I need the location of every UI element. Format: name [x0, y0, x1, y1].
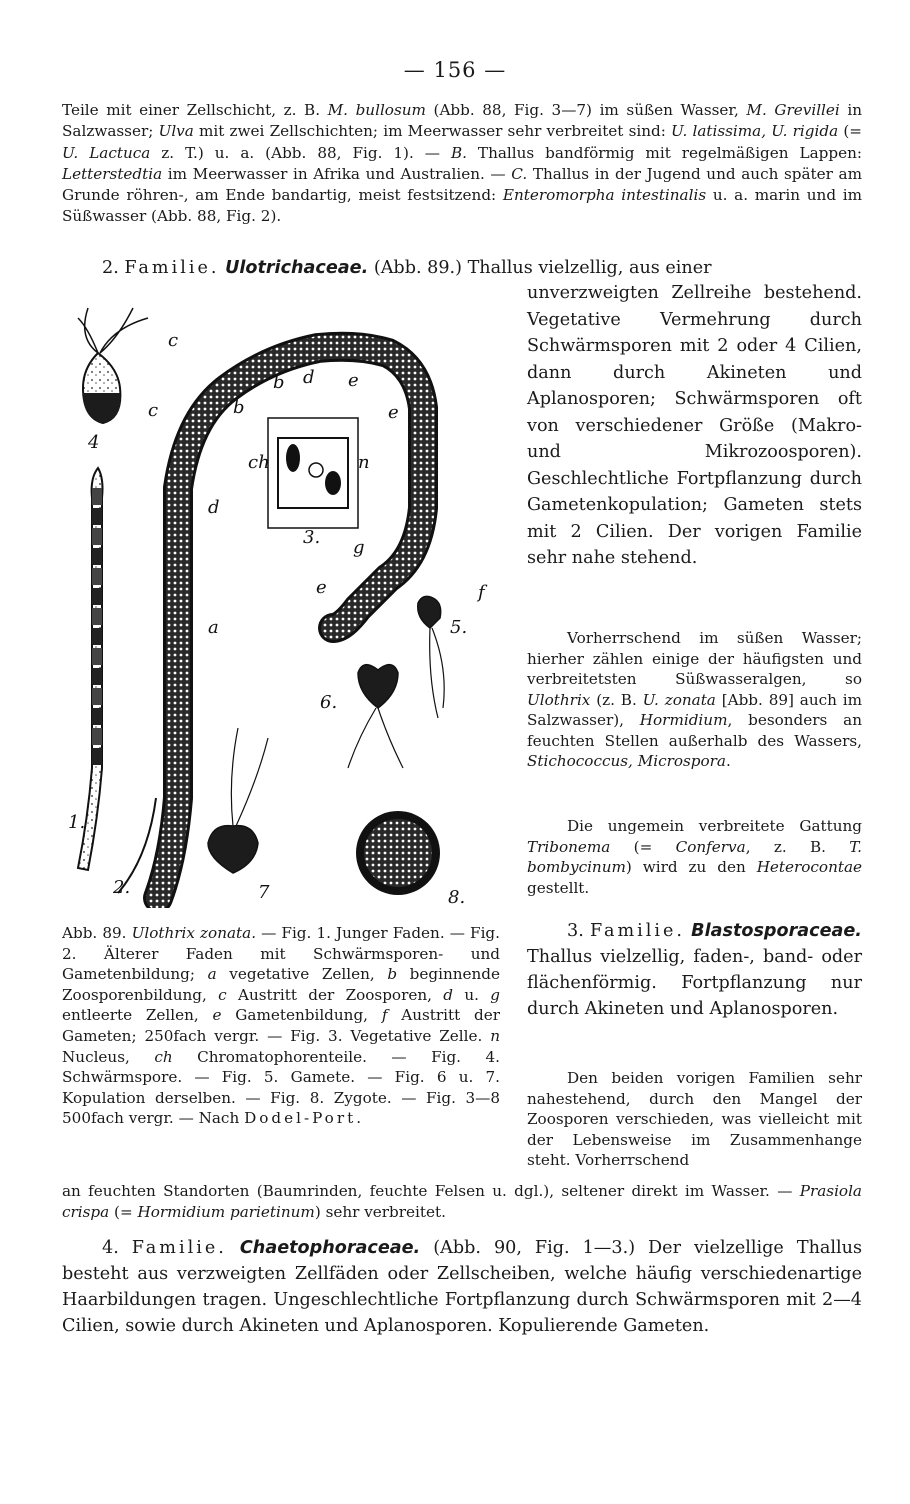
figure-label: n [358, 452, 370, 473]
family-3-note-continued: an feuchten Standorten (Baumrinden, feuchte Felsen u. dgl.), seltener direkt im Wasser. — Prasiola crispa (= Hormidium parietinum) sehr verbreitet. [62, 1182, 862, 1222]
fig-4-swarmspore [78, 308, 148, 423]
family-4: 4. Familie. Chaetophoraceae. (Abb. 90, Fig. 1—3.) Der vielzellige Thallus besteht aus verzweigten Zellfäden oder Zellscheiben, welche häufig verschiedenartige Haarbildungen tragen. Ungeschlechtliche Fortpflanzung durch Schwärmsporen mit 2—4 Cilien, sowie durch Akineten und Aplanosporen. Kopulierende Gameten. [62, 1238, 862, 1336]
figure-label: 2. [113, 877, 131, 898]
fig-1-cell [92, 588, 102, 605]
fig-1-cell [92, 688, 102, 705]
family-2-name: Ulotrichaceae. [225, 258, 369, 278]
figure-label: 1. [68, 812, 86, 833]
figure-label: b [273, 372, 285, 393]
figure-label: ch [248, 452, 270, 473]
fig-1-cell [92, 668, 102, 685]
figure-label: e [388, 402, 399, 423]
figure-label: b [233, 397, 245, 418]
figure-label: 3. [303, 527, 321, 548]
fig-5-gamete [418, 596, 444, 718]
family-3-name: Blastosporaceae. [691, 921, 862, 941]
figure-label: e [348, 370, 359, 391]
figure-label: 5. [450, 617, 468, 638]
figure-label: e [316, 577, 327, 598]
fig-1-cell [92, 748, 102, 765]
fig-1-cell [92, 708, 102, 725]
figure-label: 8. [448, 887, 466, 908]
family-3: 3. Familie. Blastosporaceae. Thallus vielzellig, faden-, band- oder flächenförmig. Fortpflanzung nur durch Akineten und Aplanosporen. [527, 921, 862, 1019]
page-number: — 156 — [403, 58, 507, 82]
fig-1-cell [92, 628, 102, 645]
fig-1-cell [92, 488, 102, 505]
fig-2-older-filament [118, 347, 423, 898]
family-2-note-2: Die ungemein verbreitete Gattung Tribonema (= Conferva, z. B. T. bombycinum) wird zu den Heterocontae gestellt. [527, 817, 862, 897]
figure-label: d [303, 367, 315, 388]
family-4-name: Chaetophoraceae. [239, 1238, 421, 1258]
fig-1-cell [92, 608, 102, 625]
fig-1-cell [92, 528, 102, 545]
fig-1-young-filament [78, 468, 103, 870]
family-2-description: unverzweigten Zellreihe bestehend. Vegetative Vermehrung durch Schwärmsporen mit 2 oder 4 Cilien, dann durch Akineten und Aplanosporen; Schwärmsporen oft von verschiedener Größe (Makro- und Mikrozoosporen). Geschlechtliche Fortpflanzung durch Gametenkopulation; Gameten stets mit 2 Cilien. Der vorigen Familie sehr nahe stehend. [527, 283, 862, 568]
figure-label: 6. [320, 692, 338, 713]
top-paragraph: Teile mit einer Zellschicht, z. B. M. bullosum (Abb. 88, Fig. 3—7) im süßen Wasser, M. Grevillei in Salzwasser; Ulva mit zwei Zellschichten; im Meerwasser sehr verbreitet sind: U. latissima, U. rigida (= U. Lactuca z. T.) u. a. (Abb. 88, Fig. 1). — B. Thallus bandförmig mit regelmäßigen Lappen: Letterstedtia im Meerwasser in Afrika und Australien. — C. Thallus in der Jugend und auch später am Grunde röhren-, am Ende bandartig, meist festsitzend: Enteromorpha intestinalis u. a. marin und im Süßwasser (Abb. 88, Fig. 2). [62, 101, 863, 226]
family-3-note: Den beiden vorigen Familien sehr nahestehend, durch den Mangel der Zoosporen verschieden, was vielleicht mit der Lebensweise im Zusammenhange steht. Vorherrschend [527, 1069, 862, 1170]
fig-6-copulation [348, 665, 403, 768]
fig-1-cell [92, 568, 102, 585]
figure-89-ulothrix [58, 298, 513, 908]
fig-1-cell [92, 648, 102, 665]
fig-7-copulation [208, 728, 268, 873]
fig-3-vegetative-cell [268, 418, 358, 528]
fig-1-cell [92, 728, 102, 745]
figure-label: 4 [88, 432, 100, 453]
figure-label: c [168, 330, 179, 351]
figure-caption: Abb. 89. Ulothrix zonata. — Fig. 1. Junger Faden. — Fig. 2. Älterer Faden mit Schwärmsporen- und Gametenbildung; a vegetative Zellen, b beginnende Zoosporenbildung, c Austritt der Zoosporen, d u. g entleerte Zellen, e Gametenbildung, f Austritt der Gameten; 250fach vergr. — Fig. 3. Vegetative Zelle. n Nucleus, ch Chromatophorenteile. — Fig. 4. Schwärmspore. — Fig. 5. Gamete. — Fig. 6 u. 7. Kopulation derselben. — Fig. 8. Zygote. — Fig. 3—8 500fach vergr. — Nach Dodel-Port. [62, 924, 500, 1128]
figure-label: c [148, 400, 159, 421]
ulothrix-illustration [58, 298, 513, 908]
fig-1-cell [92, 508, 102, 525]
fig-1-cell [92, 548, 102, 565]
family-2-note-1: Vorherrschend im süßen Wasser; hierher zählen einige der häufigsten und verbreitetsten Süßwasseralgen, so Ulothrix (z. B. U. zonata [Abb. 89] auch im Salzwasser), Hormidium, besonders an feuchten Stellen außerhalb des Wassers, Stichococcus, Microspora. [527, 629, 863, 770]
figure-label: d [208, 497, 220, 518]
figure-label: f [478, 582, 485, 603]
family-2-heading: 2. Familie. Ulotrichaceae. (Abb. 89.) Thallus vielzellig, aus einer [102, 258, 712, 278]
figure-label: a [208, 617, 219, 638]
figure-label: g [353, 537, 365, 558]
figure-label: 7 [258, 882, 270, 903]
fig-8-zygote [356, 811, 440, 895]
